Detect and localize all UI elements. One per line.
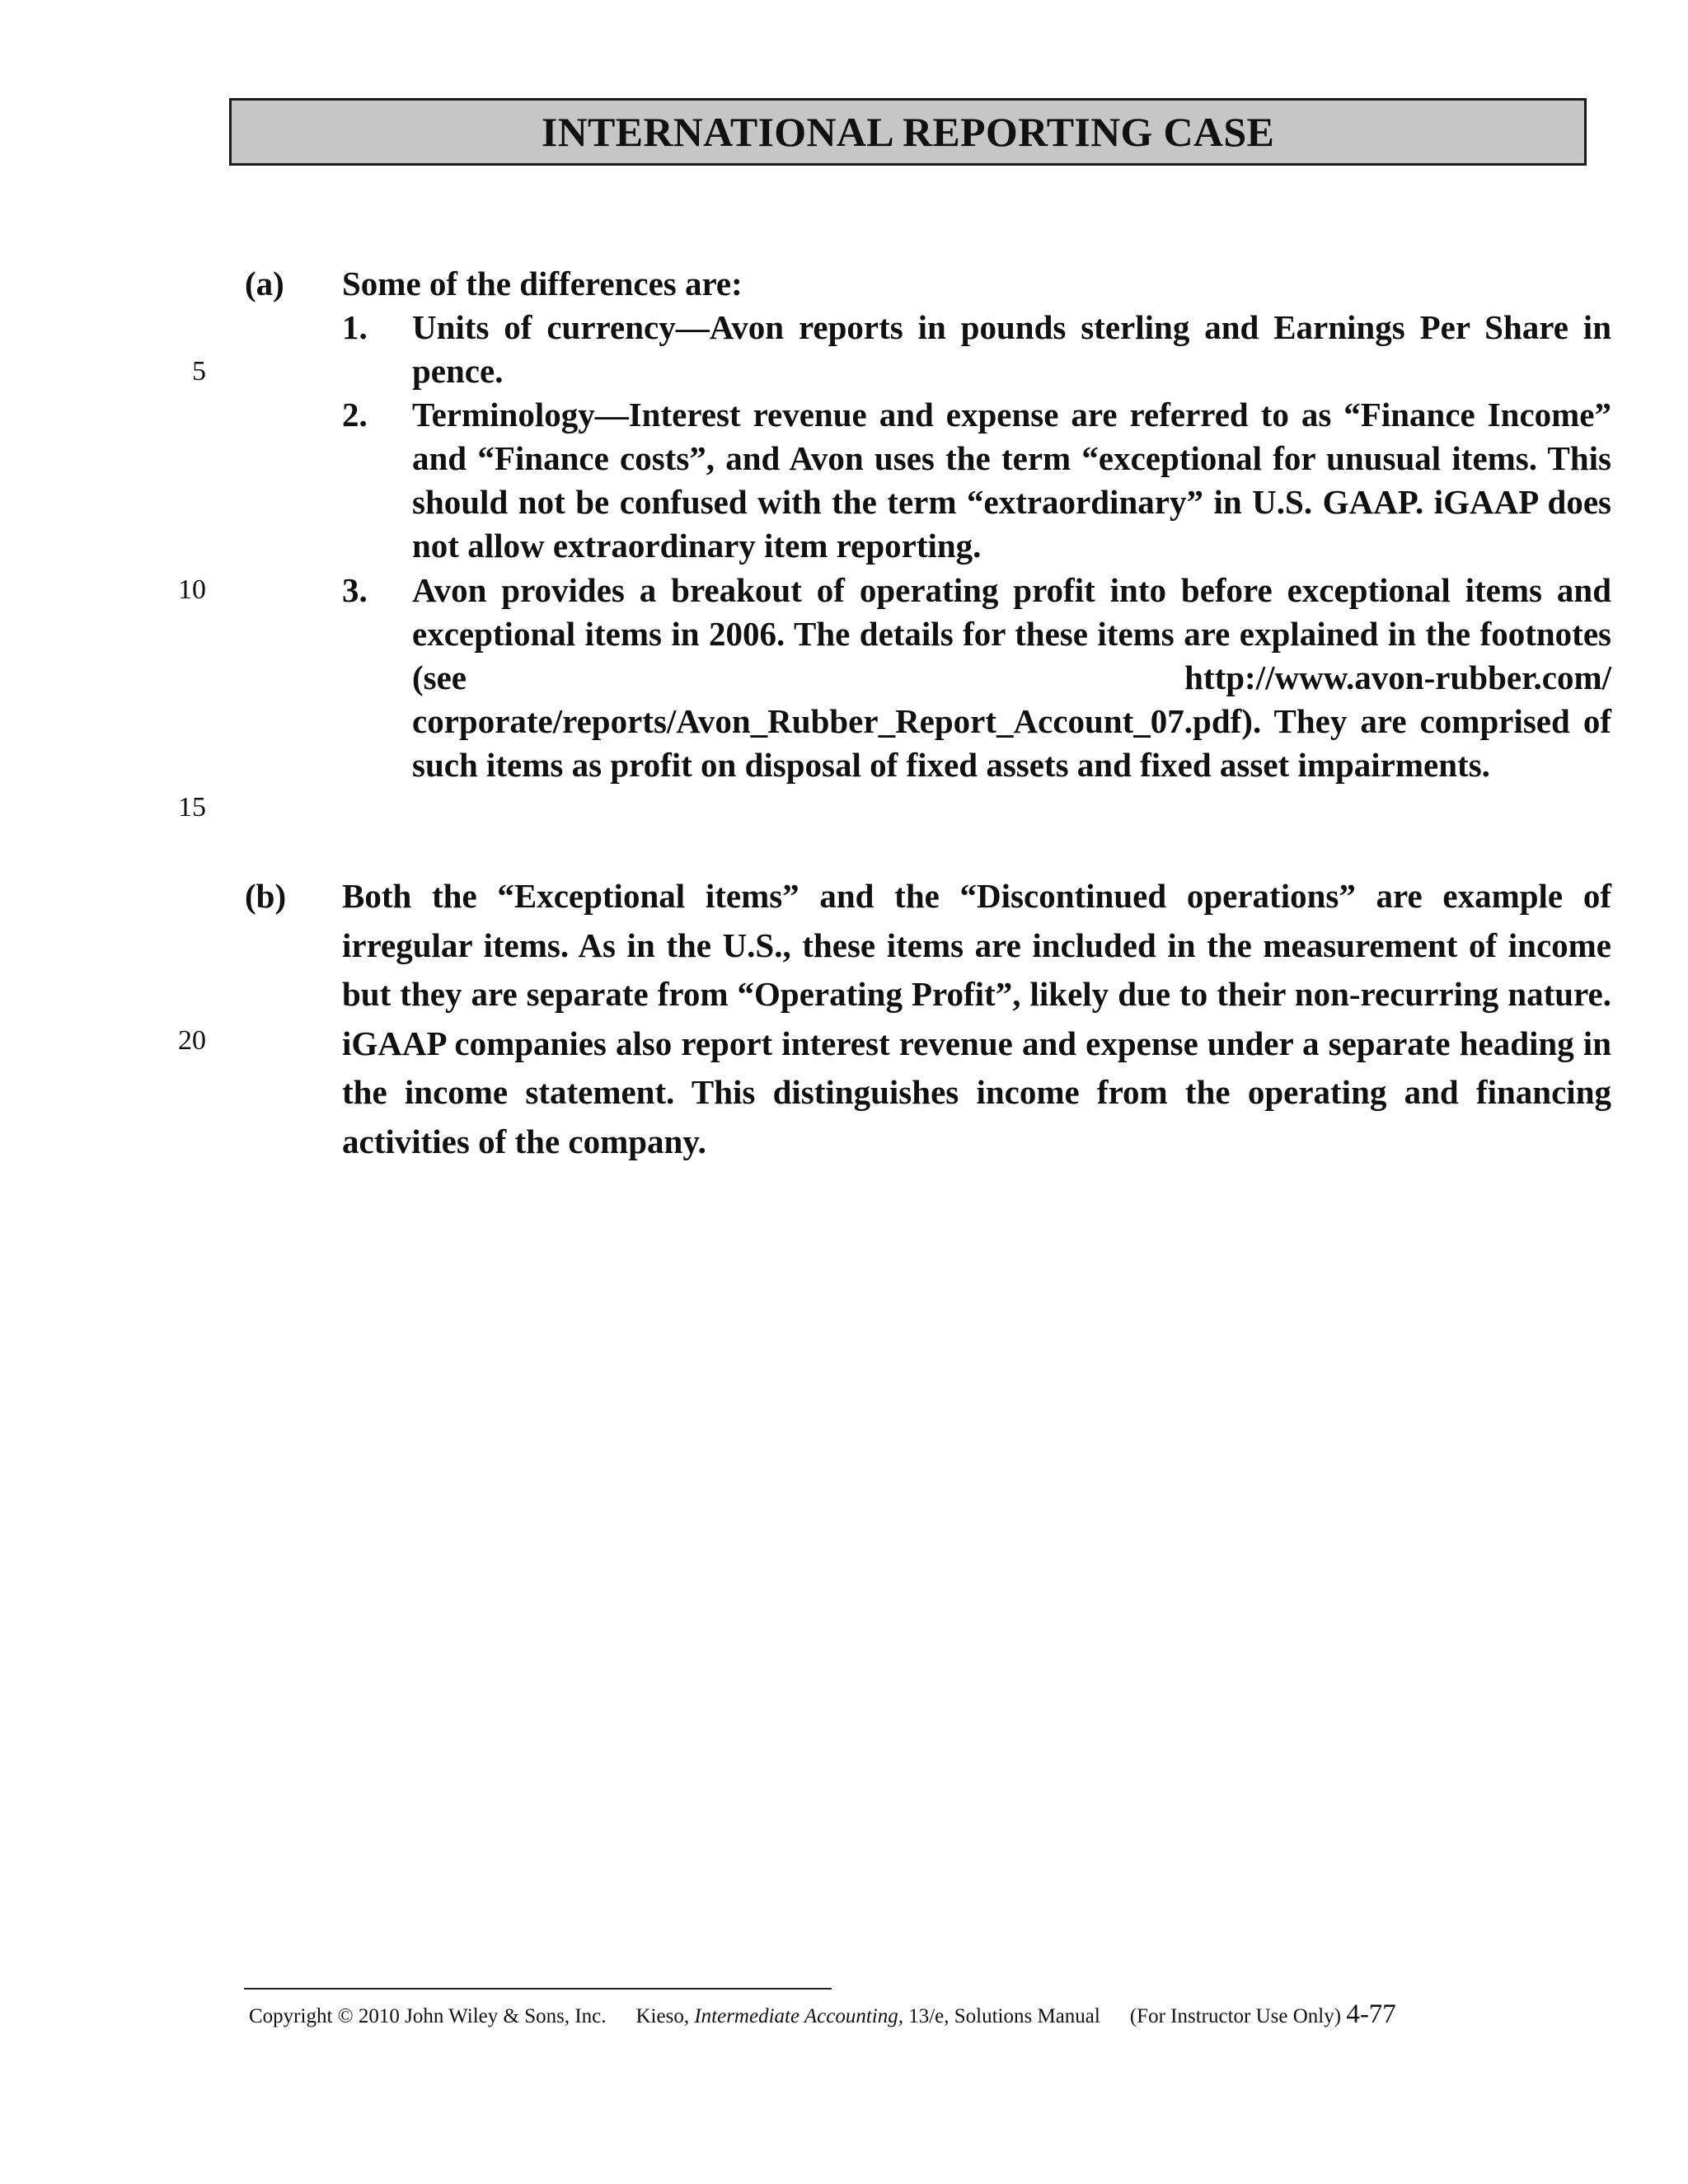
footer-usage-note: (For Instructor Use Only) [1129,2005,1342,2027]
footer-author: Kieso, [635,2005,690,2027]
line-number-20: 20 [178,1025,206,1056]
page-footer [249,1999,1396,2030]
section-title-box [229,98,1587,166]
item-1-number: 1. [342,308,368,346]
part-b-label: (b) [245,877,287,915]
line-number-15: 15 [178,792,206,823]
page-number: 4-77 [1346,1999,1396,2029]
item-2-text: Terminology—Interest revenue and expense are referred to as “Finance Income” and “Finance costs”, and Avon uses the term “exceptional for unusual items. This should not be confused with the term “extraordinary” in U.S. GAAP. iGAAP does not allow extraordinary item reporting. [412,396,1611,565]
section-title: INTERNATIONAL REPORTING CASE [541,109,1275,155]
footer-edition: 13/e, Solutions Manual [908,2005,1100,2027]
footer-book-title: Intermediate Accounting, [694,2005,903,2027]
part-a-label: (a) [245,265,284,302]
footer-copyright: Copyright © 2010 John Wiley & Sons, Inc. [249,2005,607,2027]
item-1-text: Units of currency—Avon reports in pounds sterling and Earnings Per Share in pence. [412,308,1611,390]
item-3-number: 3. [342,571,368,609]
part-b-text: Both the “Exceptional items” and the “Discontinued operations” are example of irregular items. As in the U.S., these items are included in the measurement of income but they are separate from “Operating Profit”, likely due to their non-recurring nature. iGAAP companies also report interest revenue and expense under a separate heading in the income statement. This distinguishes income from the operating and financing activities of the company. [342,877,1611,1160]
item-3-text: Avon provides a breakout of operating profit into before exceptional items and exceptional items in 2006. The details for these items are explained in the footnotes (see http://www.avon-rubber.com/ corporate/reports/Avon_Rubber_Report_Account_07.pdf). They are comprised of such items as profit on disposal of fixed assets and fixed asset impairments. [412,571,1611,784]
line-number-5: 5 [192,356,206,387]
footer-rule [244,1988,832,1990]
line-number-10: 10 [178,574,206,605]
item-2-number: 2. [342,396,368,434]
part-a-intro: Some of the differences are: [342,265,743,302]
